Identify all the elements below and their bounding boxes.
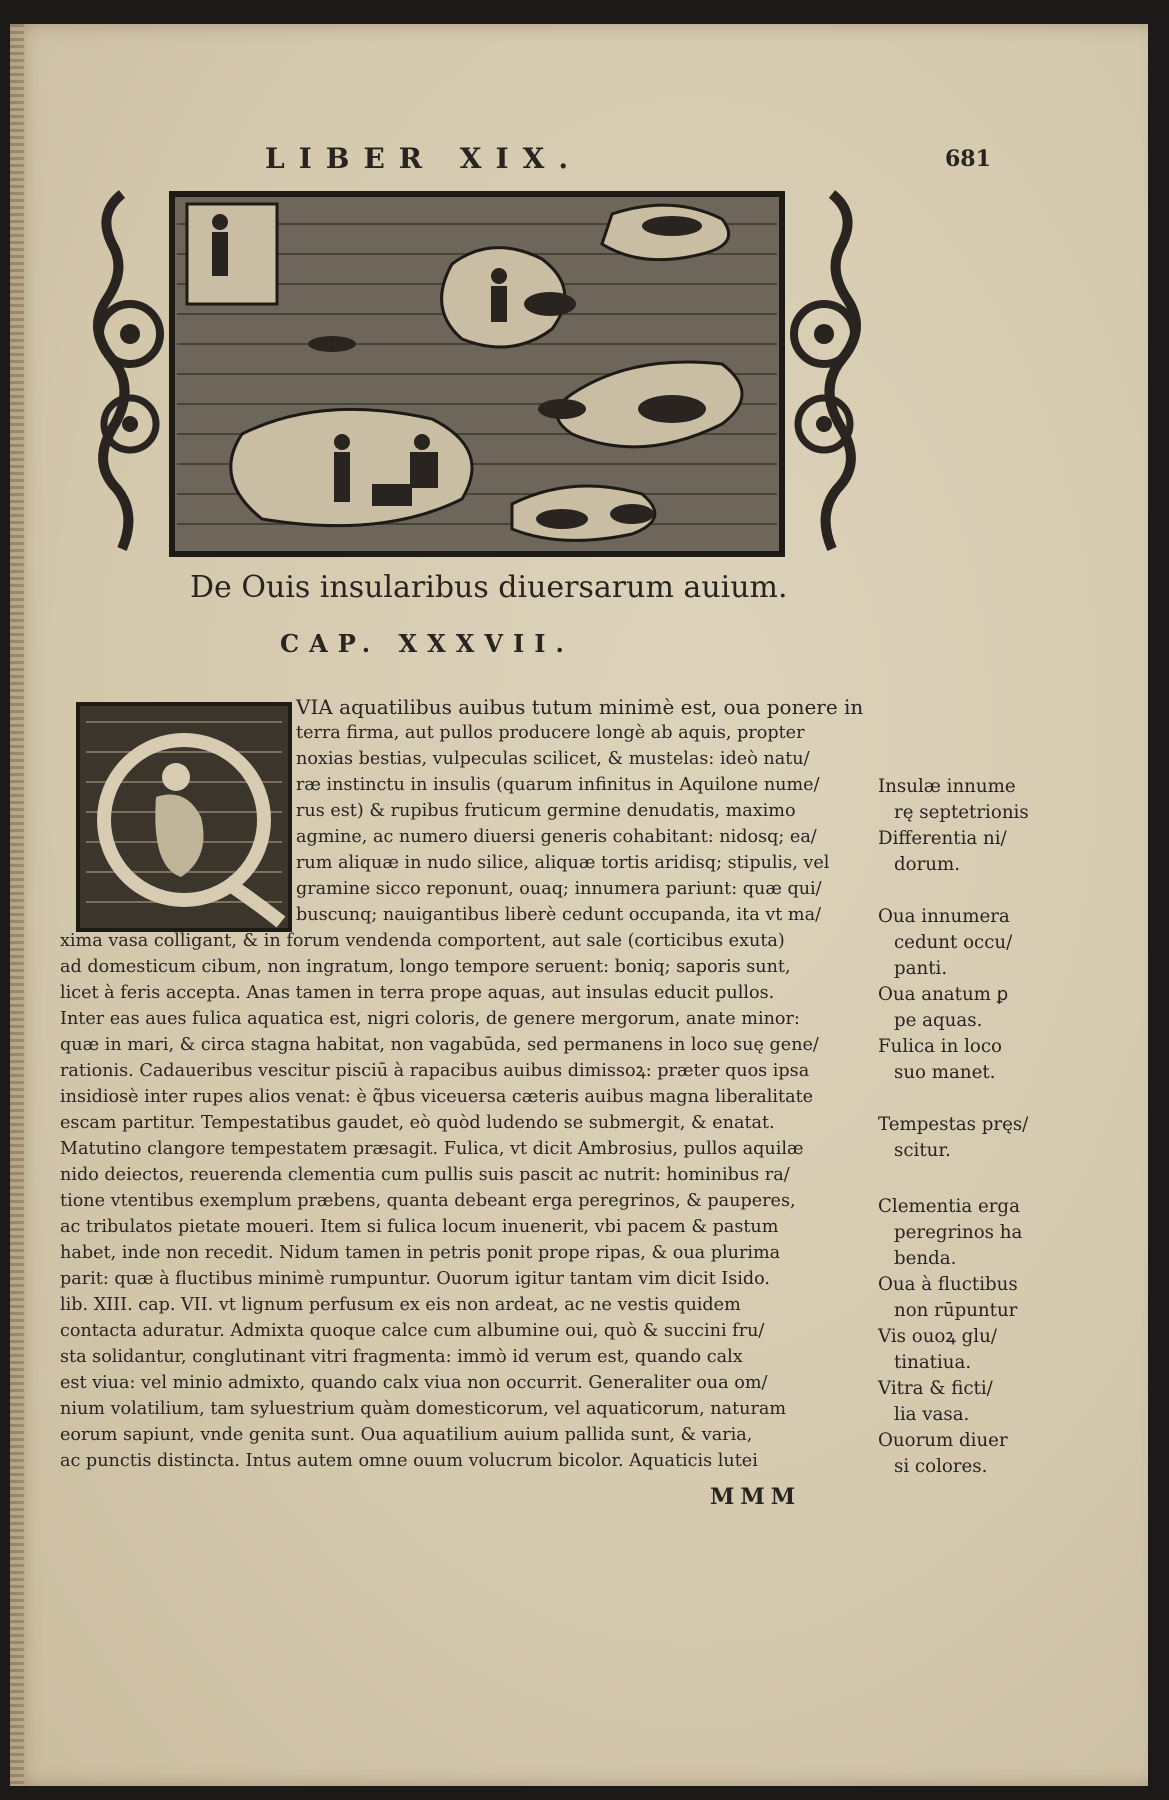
body-line: ad domesticum cibum, non ingratum, longo tempore seruent: boniq; saporis sunt,	[60, 957, 791, 977]
body-line: licet à feris accepta. Anas tamen in terra prope aquas, aut insulas educit pullos.	[60, 983, 775, 1003]
margin-note: pe aquas.	[894, 1010, 983, 1031]
right-ornament-icon	[794, 194, 856, 549]
page-number: 681	[945, 146, 991, 172]
margin-note: Fulica in loco	[878, 1036, 1002, 1057]
body-line: tione vtentibus exemplum præbens, quanta debeant erga peregrinos, & pauperes,	[60, 1191, 796, 1211]
body-line: VIA aquatilibus auibus tutum minimè est, oua ponere in	[296, 695, 864, 719]
body-line: gramine sicco reponunt, ouaq; innumera pariunt: quæ qui/	[296, 879, 822, 899]
chapter-title: De Ouis insularibus diuersarum auium.	[190, 570, 788, 605]
body-line: rus est) & rupibus fruticum germine denudatis, maximo	[296, 801, 796, 821]
margin-note: si colores.	[894, 1456, 988, 1477]
body-line: nido deiectos, reuerenda clementia cum pullis suis pascit ac nutrit: hominibus ra/	[60, 1165, 790, 1185]
decorated-initial-q-icon	[76, 702, 292, 932]
body-line: est viua: vel minio admixto, quando calx viua non occurrit. Generaliter oua om/	[60, 1373, 768, 1393]
body-line: rationis. Cadaueribus vescitur pisciū à rapacibus auibus dimissoꝝ: præter quos ipsa	[60, 1061, 810, 1081]
margin-note: suo manet.	[894, 1062, 996, 1083]
body-line: buscunq; nauigantibus liberè cedunt occupanda, ita vt ma/	[296, 905, 822, 925]
body-line: escam partitur. Tempestatibus gaudet, eò quòd ludendo se submergit, & enatat.	[60, 1113, 775, 1133]
body-line: parit: quæ à fluctibus minimè rumpuntur. Ouorum igitur tantam vim dicit Isido.	[60, 1269, 771, 1289]
body-line: rum aliquæ in nudo silice, aliquæ tortis aridisq; stipulis, vel	[296, 853, 830, 873]
left-ornament-icon	[98, 194, 160, 549]
margin-note: Differentia ni/	[878, 828, 1007, 849]
running-head: LIBER XIX.	[265, 142, 583, 175]
body-line: nium volatilium, tam syluestrium quàm domesticorum, vel aquaticorum, naturam	[60, 1399, 787, 1419]
body-line: contacta aduratur. Admixta quoque calce cum albumine oui, quò & succini fru/	[60, 1321, 765, 1341]
margin-note: benda.	[894, 1248, 957, 1269]
margin-note: lia vasa.	[894, 1404, 970, 1425]
body-line: terra firma, aut pullos producere longè ab aquis, propter	[296, 723, 805, 743]
margin-note: Oua anatum ꝑ	[878, 984, 1009, 1005]
body-line: xima vasa colligant, & in forum vendenda comportent, aut sale (corticibus exuta)	[60, 931, 785, 951]
signature-mark: MMM	[710, 1484, 802, 1510]
body-line: ræ instinctu in insulis (quarum infinitus in Aquilone nume/	[296, 775, 820, 795]
margin-note: dorum.	[894, 854, 961, 875]
chapter-number: CAP. XXXVII.	[280, 629, 574, 658]
margin-note: scitur.	[894, 1140, 951, 1161]
body-line: noxias bestias, vulpeculas scilicet, & mustelas: ideò natu/	[296, 749, 810, 769]
body-line: ac tribulatos pietate moueri. Item si fulica locum inuenerit, vbi pacem & pastum	[60, 1217, 779, 1237]
body-line: eorum sapiunt, vnde genita sunt. Oua aquatilium auium pallida sunt, & varia,	[60, 1425, 753, 1445]
margin-note: panti.	[894, 958, 948, 979]
margin-note: Vitra & ficti/	[878, 1378, 993, 1399]
margin-note: Oua innumera	[878, 906, 1010, 927]
margin-note: Oua à fluctibus	[878, 1274, 1018, 1295]
margin-note: Insulæ innume	[878, 776, 1016, 797]
margin-note: rę septetrionis	[894, 802, 1029, 823]
margin-note: Ouorum diuer	[878, 1430, 1008, 1451]
margin-note: non rūpuntur	[894, 1300, 1018, 1321]
margin-note: peregrinos ha	[894, 1222, 1023, 1243]
body-line: habet, inde non recedit. Nidum tamen in petris ponit prope ripas, & oua plurima	[60, 1243, 781, 1263]
book-page	[10, 24, 1148, 1786]
body-line: sta solidantur, conglutinant vitri fragmenta: immò id verum est, quando calx	[60, 1347, 743, 1367]
body-line: ac punctis distincta. Intus autem omne ouum volucrum bicolor. Aquaticis lutei	[60, 1451, 758, 1471]
margin-note: tinatiua.	[894, 1352, 972, 1373]
body-line: lib. XIII. cap. VII. vt lignum perfusum ex eis non ardeat, ac ne vestis quidem	[60, 1295, 741, 1315]
body-line: agmine, ac numero diuersi generis cohabitant: nidosq; ea/	[296, 827, 817, 847]
body-line: insidiosè inter rupes alios venat: è q̃bus viceuersa cæteris auibus magna liberalitate	[60, 1087, 814, 1107]
body-line: Matutino clangore tempestatem præsagit. Fulica, vt dicit Ambrosius, pullos aquilæ	[60, 1139, 804, 1159]
woodcut-illustration-icon	[92, 184, 862, 564]
margin-note: Tempestas pręs/	[878, 1114, 1029, 1135]
margin-note: cedunt occu/	[894, 932, 1013, 953]
margin-note: Clementia erga	[878, 1196, 1020, 1217]
margin-note: Vis ouoꝝ glu/	[878, 1326, 997, 1347]
page-gutter	[10, 24, 24, 1786]
body-line: Inter eas aues fulica aquatica est, nigri coloris, de genere mergorum, anate minor:	[60, 1009, 800, 1029]
body-line: quæ in mari, & circa stagna habitat, non vagabūda, sed permanens in loco suę gene/	[60, 1035, 819, 1055]
